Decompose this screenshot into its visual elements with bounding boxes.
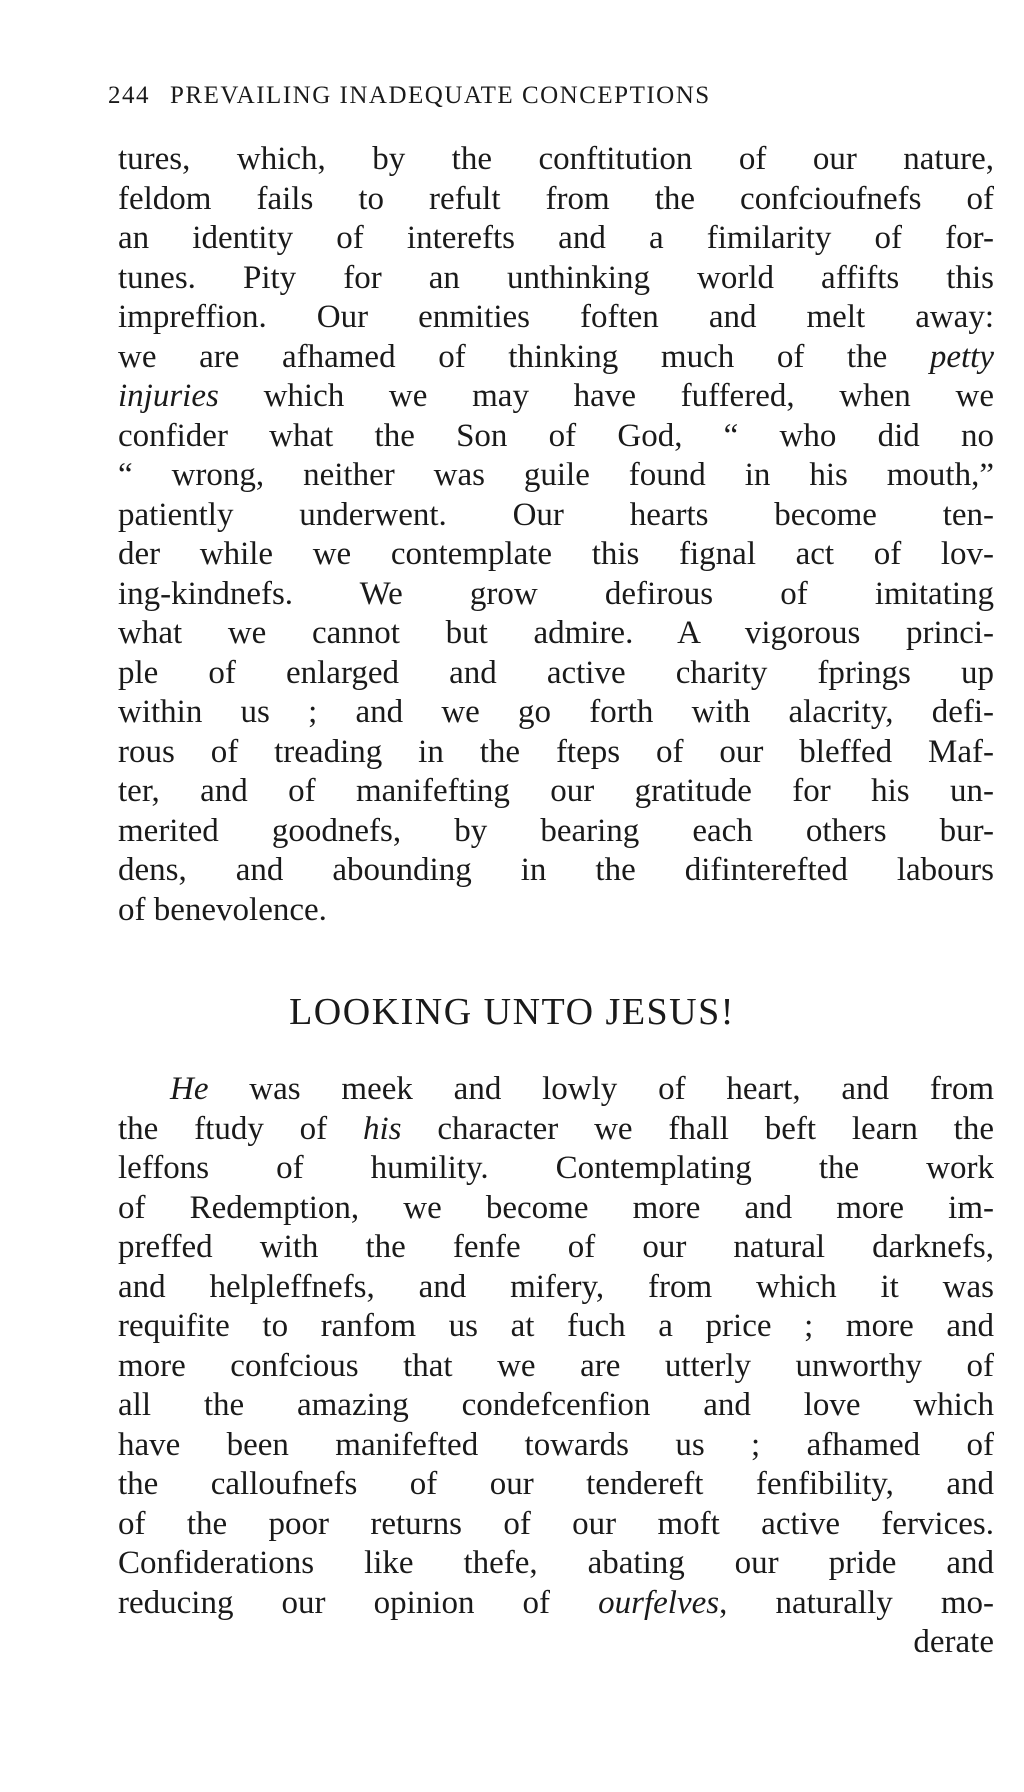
running-head: [108, 82, 988, 110]
text-line: merited goodnefs, by bearing each others bur-: [118, 812, 994, 849]
text-line: preffed with the fenfe of our natural darknefs,: [118, 1229, 994, 1265]
italic-word: ourfelves: [598, 1584, 720, 1621]
text-line: of benevolence.: [118, 891, 327, 928]
text-line: Confiderations like thefe, abating our pride and: [118, 1545, 994, 1581]
text-line: within us ; and we go forth with alacrity, defi-: [118, 694, 994, 730]
text-line: more confcious that we are utterly unworthy of: [118, 1347, 994, 1384]
italic-word: injuries: [118, 378, 219, 414]
italic-word: his: [363, 1110, 402, 1147]
text-run: which we may have fuffered, when we: [218, 378, 994, 414]
text-run: character we fhall beft learn the: [401, 1110, 994, 1147]
text-line: have been manifefted towards us ; afhamed of: [118, 1426, 994, 1463]
text-line: rous of treading in the fteps of our bleffed Maf-: [118, 733, 994, 770]
section-heading: LOOKING UNTO JESUS!: [289, 991, 735, 1033]
text-line: and helpleffnefs, and mifery, from which it was: [118, 1268, 994, 1305]
text-line: ing-kindnefs. We grow defirous of imitating: [118, 575, 994, 612]
text-line: patiently underwent. Our hearts become ten-: [118, 496, 994, 533]
text-line: of the poor returns of our moft active fervices.: [118, 1505, 994, 1542]
text-line: leffons of humility. Contemplating the work: [118, 1150, 994, 1186]
text-line: an identity of interefts and a fimilarity of for-: [118, 220, 994, 256]
text-run: reducing our opinion of: [118, 1584, 599, 1621]
page-number: 244: [108, 82, 150, 109]
text-line: impreffion. Our enmities foften and melt away:: [118, 299, 994, 335]
text-line: confider what the Son of God, “ who did no: [118, 417, 994, 454]
text-line: “ wrong, neither was guile found in his mouth,”: [118, 457, 994, 493]
text-line: ple of enlarged and active charity fprings up: [118, 654, 994, 691]
paragraph-continued: [118, 140, 994, 930]
text-line: tunes. Pity for an unthinking world affifts this: [118, 259, 994, 296]
text-line: the calloufnefs of our tendereft fenfibility, and: [118, 1466, 994, 1502]
text-line: dens, and abounding in the difinterefted labours: [118, 852, 994, 888]
italic-word: petty: [929, 338, 994, 375]
text-line: feldom fails to refult from the confcioufnefs of: [118, 180, 994, 217]
text-run: was meek and lowly of heart, and from: [208, 1071, 994, 1107]
text-line: all the amazing condefcenfion and love which: [118, 1387, 994, 1423]
text-line: [118, 338, 994, 378]
text-line: [118, 1584, 994, 1624]
text-line: [118, 1110, 994, 1150]
running-title: PREVAILING INADEQUATE CONCEPTIONS: [170, 82, 711, 109]
text-run: we are afhamed of thinking much of the: [118, 338, 930, 375]
text-run: the ftudy of: [118, 1110, 363, 1147]
paragraph-looking-unto-jesus: [118, 1070, 994, 1663]
catchword: derate: [913, 1624, 994, 1660]
text-run: , naturally mo-: [719, 1584, 994, 1621]
text-line: of Redemption, we become more and more im-: [118, 1189, 994, 1226]
text-line: requifite to ranfom us at fuch a price ; more and: [118, 1308, 994, 1344]
text-line: [118, 1070, 994, 1110]
text-line: ter, and of manifefting our gratitude for his un-: [118, 773, 994, 809]
italic-word: He: [170, 1071, 209, 1107]
text-line: der while we contemplate this fignal act of lov-: [118, 536, 994, 572]
text-line: [118, 377, 994, 417]
text-line: tures, which, by the conftitution of our nature,: [118, 141, 994, 177]
text-line: what we cannot but admire. A vigorous princi-: [118, 615, 994, 651]
